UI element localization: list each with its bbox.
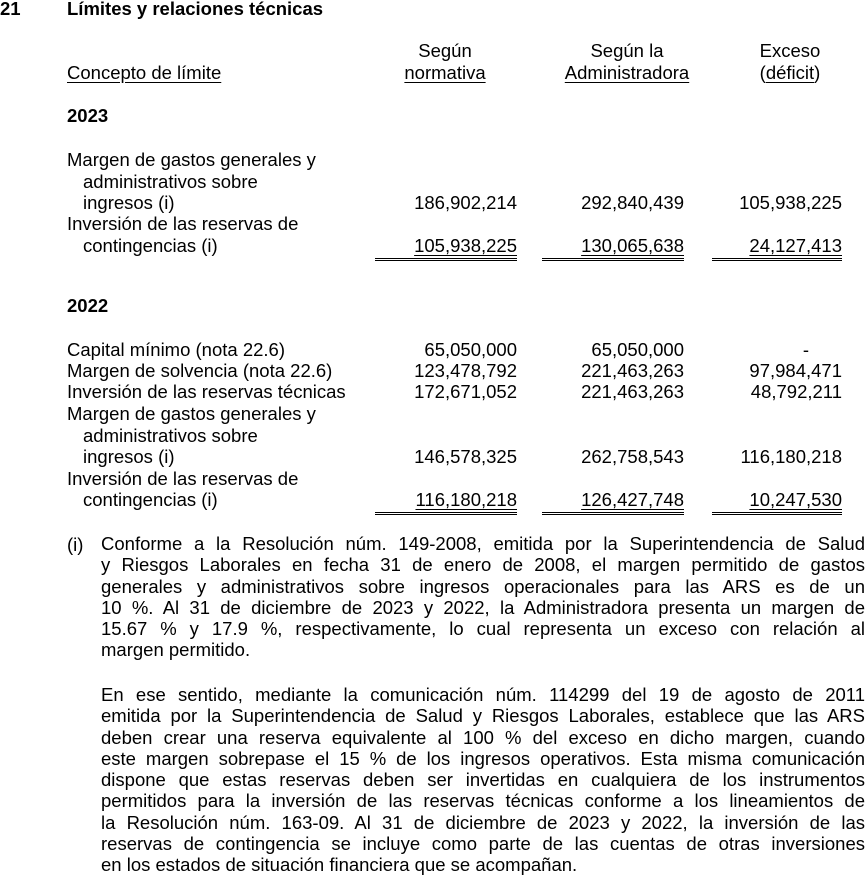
- header-admin-bottom: Administradora: [564, 62, 690, 83]
- value-normativa: 146,578,325: [414, 446, 517, 467]
- row-label: ingresos (i): [83, 446, 175, 467]
- value-exceso: 24,127,413: [712, 237, 842, 261]
- value-normativa: 105,938,225: [375, 237, 517, 261]
- row-label: administrativos sobre: [83, 425, 258, 446]
- header-normativa-bottom: normativa: [404, 62, 486, 83]
- note-line: y Riesgos Laborales en fecha 31 de enero de 2008, el margen permitido de gastos: [101, 554, 865, 576]
- value-administradora: 126,427,748: [542, 491, 684, 515]
- value-normativa: 172,671,052: [414, 381, 517, 402]
- value-normativa: 123,478,792: [414, 360, 517, 381]
- header-exceso-bottom: (déficit): [759, 62, 821, 83]
- value-administradora: 221,463,263: [581, 381, 684, 402]
- note-line: emitida por la Superintendencia de Salud y Riesgos Laborales, establece que las ARS: [101, 705, 865, 727]
- header-admin-top: Según la: [590, 40, 664, 61]
- value-administradora: 130,065,638: [542, 237, 684, 261]
- row-label: Margen de gastos generales y: [67, 403, 316, 424]
- value-normativa: 65,050,000: [424, 339, 517, 360]
- value-administradora: 262,758,543: [581, 446, 684, 467]
- value-exceso: 10,247,530: [712, 491, 842, 515]
- row-label: administrativos sobre: [83, 171, 258, 192]
- value-exceso: -: [802, 339, 809, 360]
- row-label: Inversión de las reservas técnicas: [67, 381, 346, 402]
- note-line: este margen sobrepase el 15 % de los ingresos operativos. Esta misma comunicación: [101, 747, 865, 769]
- note-line: margen permitido.: [101, 639, 251, 661]
- row-label: Margen de gastos generales y: [67, 149, 316, 170]
- value-exceso: 48,792,211: [750, 381, 842, 402]
- row-label: Margen de solvencia (nota 22.6): [67, 360, 333, 381]
- header-concept: Concepto de límite: [67, 62, 222, 83]
- note-line: 15.67 % y 17.9 %, respectivamente, lo cual representa un exceso con relación al: [101, 618, 865, 640]
- value-normativa: 186,902,214: [414, 192, 517, 213]
- note-line: deben crear una reserva equivalente al 100 % del exceso en dicho margen, cuando: [101, 726, 865, 748]
- row-label: Capital mínimo (nota 22.6): [67, 339, 285, 360]
- row-label: Inversión de las reservas de: [67, 213, 299, 234]
- year-2022-label: 2022: [67, 295, 109, 316]
- note-marker: (i): [67, 534, 84, 555]
- value-normativa: 116,180,218: [375, 491, 517, 515]
- header-exceso-top: Exceso: [759, 40, 821, 61]
- row-label: Inversión de las reservas de: [67, 468, 299, 489]
- note-line: reservas de contingencia se incluye como parte de las cuentas de otras inversiones: [101, 833, 865, 855]
- row-label: ingresos (i): [83, 192, 175, 213]
- note-line: dispone que estas reservas deben ser invertidas en cualquiera de los instrumentos: [101, 769, 865, 791]
- note-paragraph-1: [101, 533, 865, 661]
- year-2023-label: 2023: [67, 105, 109, 126]
- note-line: En ese sentido, mediante la comunicación núm. 114299 del 19 de agosto de 2011: [101, 684, 865, 705]
- value-administradora: 65,050,000: [591, 339, 684, 360]
- note-line: generales y administrativos sobre ingresos operacionales para las ARS es de un: [101, 575, 865, 597]
- note-line: 10 %. Al 31 de diciembre de 2023 y 2022, la Administradora presenta un margen de: [101, 596, 865, 618]
- section-title: Límites y relaciones técnicas: [67, 0, 324, 19]
- row-label: contingencias (i): [83, 489, 218, 510]
- value-administradora: 221,463,263: [581, 360, 684, 381]
- value-exceso: 105,938,225: [739, 192, 842, 213]
- note-line: en los estados de situación financiera que se acompañan.: [101, 854, 578, 876]
- note-paragraph-2: [101, 684, 865, 876]
- value-administradora: 292,840,439: [581, 192, 684, 213]
- row-label: contingencias (i): [83, 235, 218, 256]
- section-number: 21: [0, 0, 21, 19]
- note-line: permitidos para la inversión de las reservas técnicas conforme a los lineamientos de: [101, 790, 865, 812]
- note-line: la Resolución núm. 163-09. Al 31 de diciembre de 2023 y 2022, la inversión de las: [101, 811, 865, 833]
- value-exceso: 97,984,471: [749, 360, 842, 381]
- note-line: Conforme a la Resolución núm. 149-2008, emitida por la Superintendencia de Salud: [101, 533, 865, 554]
- value-exceso: 116,180,218: [740, 446, 842, 467]
- header-normativa-top: Según: [418, 40, 472, 61]
